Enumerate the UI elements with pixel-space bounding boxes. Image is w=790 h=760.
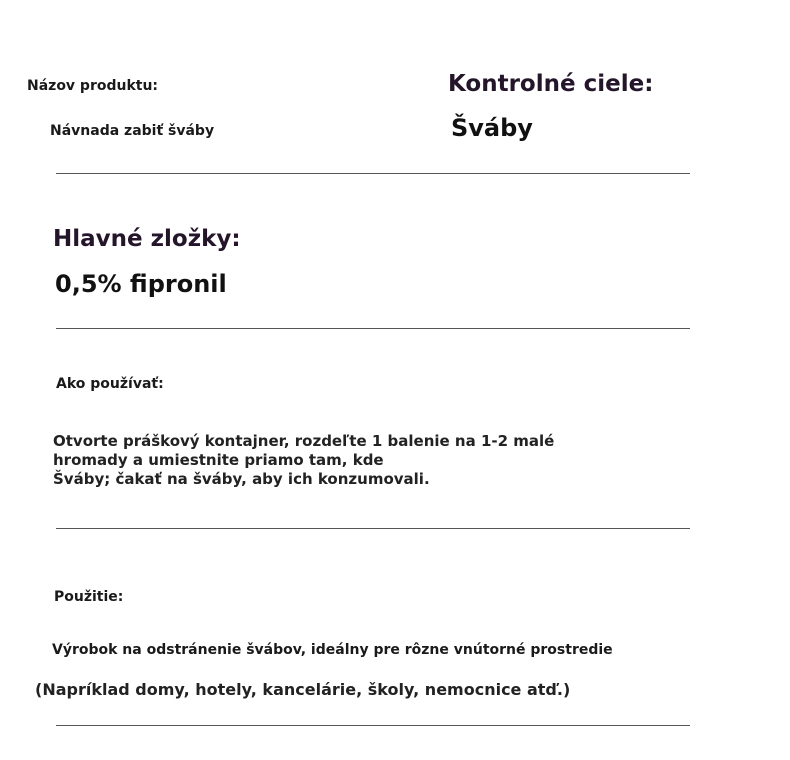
targets-value: Šváby	[451, 114, 533, 142]
product-name-label: Názov produktu:	[27, 78, 159, 94]
section-divider	[56, 725, 690, 726]
usage-line: hromady a umiestnite priamo tam, kde	[53, 451, 384, 469]
usage-line: Otvorte práškový kontajner, rozdeľte 1 balenie na 1-2 malé	[53, 432, 555, 450]
product-name-value: Návnada zabiť šváby	[50, 123, 215, 139]
usage-label: Ako používať:	[56, 376, 164, 392]
application-description: Výrobok na odstránenie švábov, ideálny pre rôzne vnútorné prostredie	[52, 642, 613, 658]
usage-line: Šváby; čakať na šváby, aby ich konzumovali.	[53, 470, 430, 488]
ingredients-label: Hlavné zložky:	[53, 226, 241, 252]
application-examples: (Napríklad domy, hotely, kancelárie, školy, nemocnice atď.)	[35, 680, 571, 699]
application-label: Použitie:	[54, 589, 124, 605]
ingredients-value: 0,5% fipronil	[55, 270, 227, 298]
section-divider	[56, 328, 690, 329]
section-divider	[56, 528, 690, 529]
section-divider	[56, 173, 690, 174]
targets-label: Kontrolné ciele:	[448, 71, 654, 97]
